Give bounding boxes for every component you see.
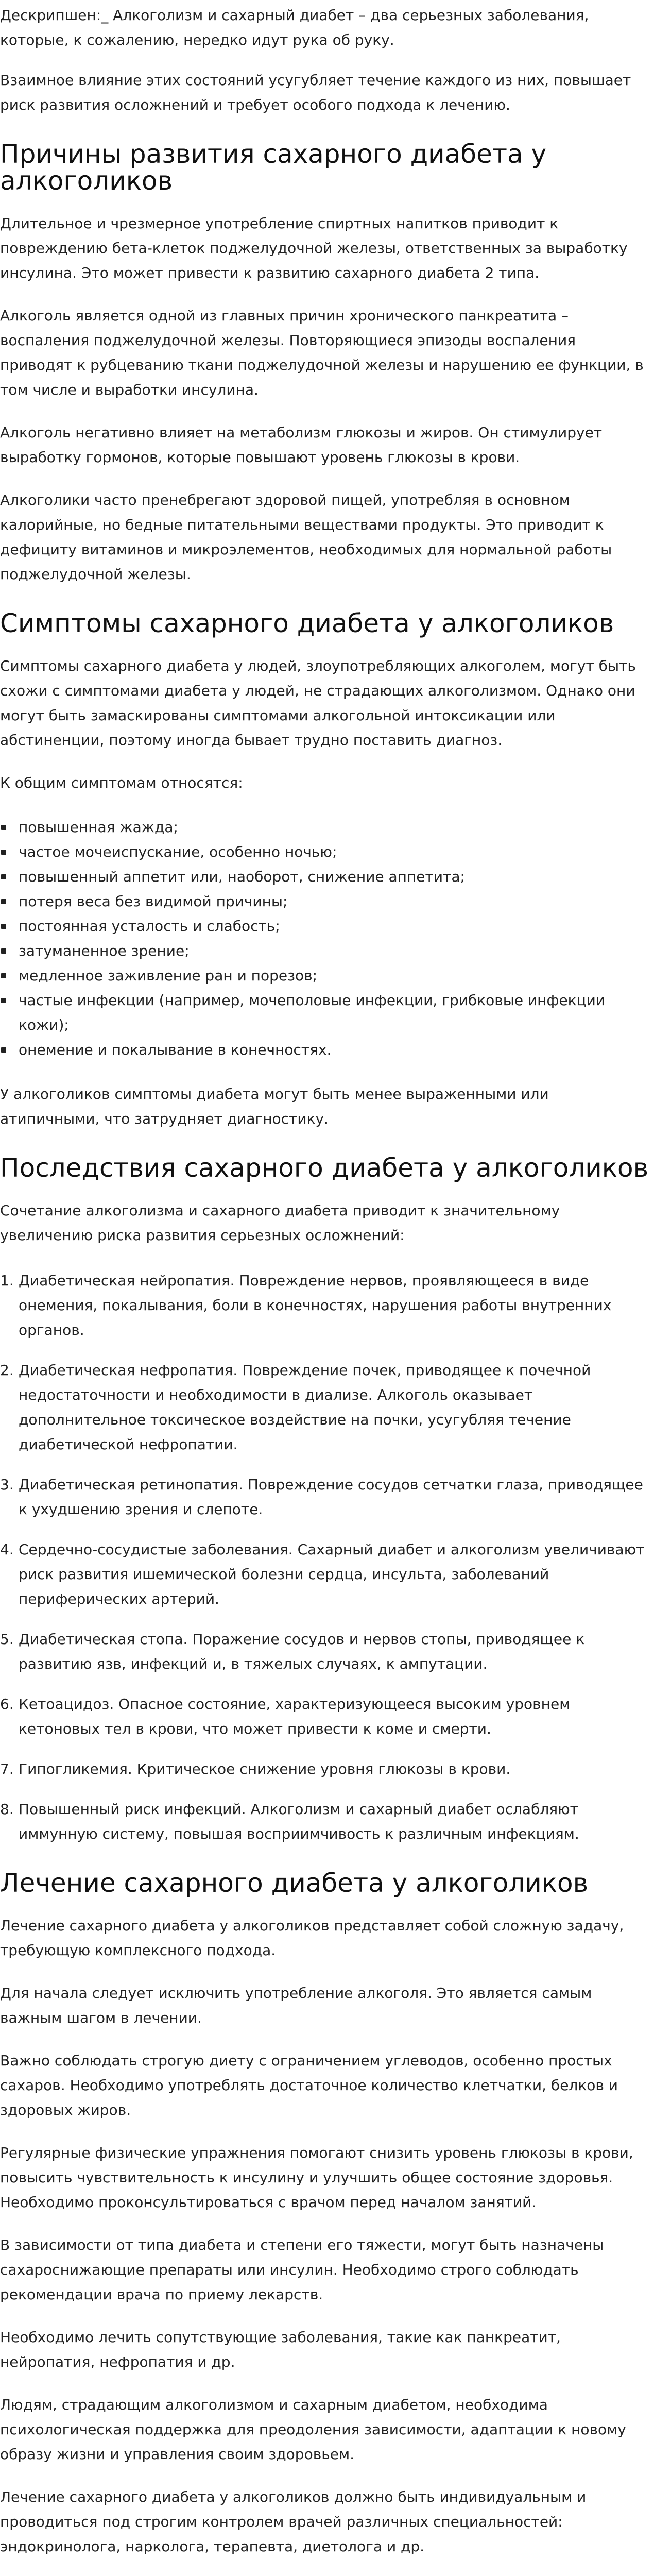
list-item-text: потеря веса без видимой причины; <box>19 893 288 910</box>
list-item <box>0 1268 652 1343</box>
paragraph: Алкоголь негативно влияет на метаболизм глюкозы и жиров. Он стимулирует выработку гормонов, которые повышают уровень глюкозы в крови. <box>0 424 603 466</box>
list-item-text: Диабетическая ретинопатия. Повреждение сосудов сетчатки глаза, приводящее к ухудшению зрения и слепоте. <box>19 1476 643 1518</box>
list-item-text: затуманенное зрение; <box>19 942 190 959</box>
list-item-text: онемение и покалывание в конечностях. <box>19 1041 332 1058</box>
list-item <box>0 889 654 914</box>
list-item <box>0 815 654 840</box>
list-item <box>0 1038 654 1062</box>
consequences-list <box>0 1268 654 1846</box>
section-heading-causes: Причины развития сахарного диабета у алкоголиков <box>0 139 547 196</box>
list-item-number: 1. <box>0 1272 14 1289</box>
list-item-number: 4. <box>0 1541 14 1558</box>
list-item <box>0 1757 652 1782</box>
paragraph: Сочетание алкоголизма и сахарного диабета приводит к значительному увеличению риска развития серьезных осложнений: <box>0 1202 560 1244</box>
list-item-text: Диабетическая нефропатия. Повреждение почек, приводящее к почечной недостаточности и необходимости в диализе. Алкоголь оказывает дополнительное токсическое воздействие на почки, усугубляя течение диабетической нефропатии. <box>19 1362 591 1453</box>
list-item <box>0 1537 652 1612</box>
paragraph: В зависимости от типа диабета и степени его тяжести, могут быть назначены сахароснижающие препараты или инсулин. Необходимо строго соблюдать рекомендации врача по приему лекарств. <box>0 2236 604 2303</box>
paragraph: Важно соблюдать строгую диету с ограничением углеводов, особенно простых сахаров. Необходимо употреблять достаточное количество клетчатки, белков и здоровых жиров. <box>0 2052 618 2119</box>
list-item-text: Сердечно-сосудистые заболевания. Сахарный диабет и алкоголизм увеличивают риск развития ишемической болезни сердца, инсульта, заболеваний периферических артерий. <box>19 1541 645 1607</box>
bullet-icon <box>1 973 6 978</box>
list-item <box>0 1627 652 1676</box>
paragraph: Алкоголь является одной из главных причин хронического панкреатита – воспаления поджелудочной железы. Повторяющиеся эпизоды воспаления приводят к рубцеванию ткани поджелудочной железы и нарушению ее функции, в том числе и выработки инсулина. <box>0 307 644 398</box>
symptoms-section <box>0 610 654 1131</box>
list-item-text: Повышенный риск инфекций. Алкоголизм и сахарный диабет ослабляют иммунную систему, повышая восприимчивость к различным инфекциям. <box>19 1801 579 1842</box>
paragraph: Лечение сахарного диабета у алкоголиков должно быть индивидуальным и проводиться под строгим контролем врачей различных специальностей: эндокринолога, нарколога, терапевта, диетолога и др. <box>0 2488 587 2555</box>
list-item <box>0 988 654 1038</box>
list-item <box>0 939 654 963</box>
list-item-number: 7. <box>0 1760 14 1777</box>
list-item-text: Диабетическая стопа. Поражение сосудов и нервов стопы, приводящее к развитию язв, инфекций и, в тяжелых случаях, к ампутации. <box>19 1631 585 1672</box>
list-item-text: повышенный аппетит или, наоборот, снижение аппетита; <box>19 868 465 885</box>
list-item-text: частые инфекции (например, мочеполовые инфекции, грибковые инфекции кожи); <box>19 992 605 1033</box>
list-item <box>0 1472 652 1522</box>
paragraph: Регулярные физические упражнения помогают снизить уровень глюкозы в крови, повысить чувствительность к инсулину и улучшить общее состояние здоровья. Необходимо проконсультироваться с врачом перед началом занятий. <box>0 2144 633 2211</box>
paragraph: Необходимо лечить сопутствующие заболевания, такие как панкреатит, нейропатия, нефропатия и др. <box>0 2329 561 2370</box>
paragraph: Людям, страдающим алкоголизмом и сахарным диабетом, необходима психологическая поддержка для преодоления зависимости, адаптации к новому образу жизни и управления своим здоровьем. <box>0 2396 626 2463</box>
intro-paragraph: Дескрипшен:_ Алкоголизм и сахарный диабет – два серьезных заболевания, которые, к сожалению, нередко идут рука об руку. <box>0 7 589 48</box>
bullet-icon <box>1 924 6 929</box>
paragraph: Для начала следует исключить употребление алкоголя. Это является самым важным шагом в лечении. <box>0 1985 592 2026</box>
bullet-icon <box>1 948 6 954</box>
list-item <box>0 1692 652 1741</box>
bullet-icon <box>1 874 6 879</box>
section-heading-treatment: Лечение сахарного диабета у алкоголиков <box>0 1868 589 1898</box>
treatment-section <box>0 1870 654 2576</box>
list-item-text: повышенная жажда; <box>19 819 178 836</box>
bullet-icon <box>1 850 6 855</box>
bullet-icon <box>1 1047 6 1053</box>
causes-section <box>0 141 654 587</box>
paragraph: У алкоголиков симптомы диабета могут быть менее выраженными или атипичными, что затрудняет диагностику. <box>0 1086 549 1127</box>
bullet-icon <box>1 899 6 904</box>
list-item <box>0 914 654 939</box>
list-item-text: частое мочеиспускание, особенно ночью; <box>19 843 337 860</box>
list-item-number: 6. <box>0 1696 14 1713</box>
paragraph: К общим симптомам относятся: <box>0 774 243 791</box>
section-heading-consequences: Последствия сахарного диабета у алкоголиков <box>0 1153 649 1183</box>
list-item <box>0 1358 652 1457</box>
symptoms-list <box>0 815 654 1062</box>
bullet-icon <box>1 825 6 830</box>
paragraph: Симптомы сахарного диабета у людей, злоупотребляющих алкоголем, могут быть схожи с симптомами диабета у людей, не страдающих алкоголизмом. Однако они могут быть замаскированы симптомами алкогольной интоксикации или абстиненции, поэтому иногда бывает трудно поставить диагноз. <box>0 657 636 749</box>
list-item <box>0 963 654 988</box>
intro-section <box>0 3 654 117</box>
list-item-number: 8. <box>0 1801 14 1818</box>
list-item-number: 2. <box>0 1362 14 1379</box>
intro-paragraph: Взаимное влияние этих состояний усугубляет течение каждого из них, повышает риск развития осложнений и требует особого подхода к лечению. <box>0 72 631 113</box>
consequences-section <box>0 1155 654 1846</box>
list-item <box>0 1797 652 1846</box>
list-item-text: медленное заживление ран и порезов; <box>19 967 318 984</box>
bullet-icon <box>1 998 6 1003</box>
list-item <box>0 840 654 865</box>
paragraph: Лечение сахарного диабета у алкоголиков представляет собой сложную задачу, требующую комплексного подхода. <box>0 1917 624 1959</box>
list-item-text: Кетоацидоз. Опасное состояние, характеризующееся высоким уровнем кетоновых тел в крови, что может привести к коме и смерти. <box>19 1696 571 1737</box>
list-item-number: 5. <box>0 1631 14 1648</box>
list-item-text: Диабетическая нейропатия. Повреждение нервов, проявляющееся в виде онемения, покалывания, боли в конечностях, нарушения работы внутренних органов. <box>19 1272 612 1338</box>
paragraph: Длительное и чрезмерное употребление спиртных напитков приводит к повреждению бета-клеток поджелудочной железы, ответственных за выработку инсулина. Это может привести к развитию сахарного диабета 2 типа. <box>0 215 628 281</box>
list-item <box>0 865 654 889</box>
list-item-text: Гипогликемия. Критическое снижение уровня глюкозы в крови. <box>19 1760 511 1777</box>
paragraph: Алкоголики часто пренебрегают здоровой пищей, употребляя в основном калорийные, но бедные питательными веществами продукты. Это приводит к дефициту витаминов и микроэлементов, необходимых для нормальной работы поджелудочной железы. <box>0 492 612 583</box>
section-heading-symptoms: Симптомы сахарного диабета у алкоголиков <box>0 608 614 638</box>
list-item-number: 3. <box>0 1476 14 1493</box>
list-item-text: постоянная усталость и слабость; <box>19 918 280 935</box>
